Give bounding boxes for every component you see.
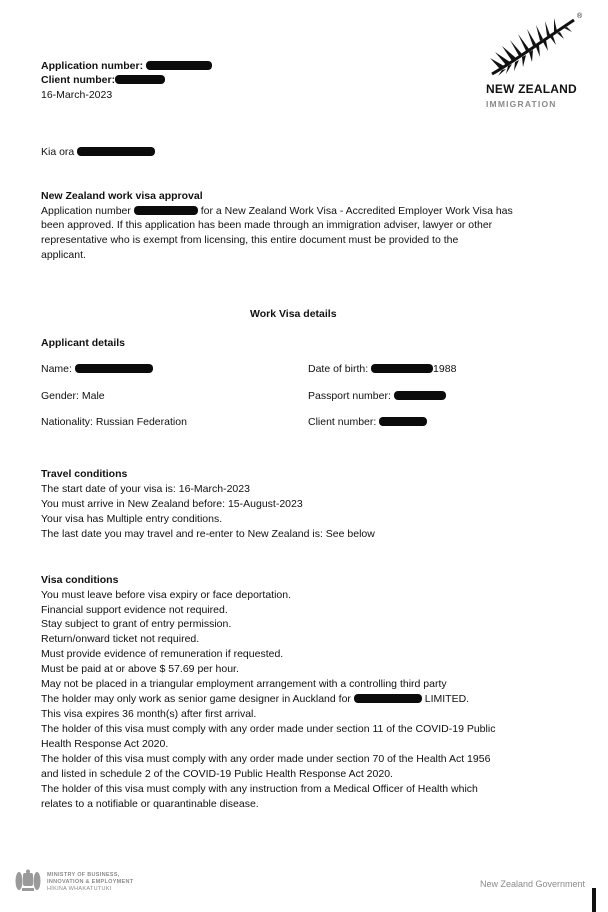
redacted-client [379,417,427,426]
redacted-application-number [146,61,212,70]
logo-main-text: NEW ZEALAND [486,82,577,96]
travel-line: The last date you may travel and re-enter to New Zealand is: See below [41,528,375,540]
applicant-passport [308,389,446,404]
condition-work-line [41,692,469,707]
redacted-dob [371,364,433,373]
work-suffix: LIMITED. [424,693,470,705]
approval-line-4: applicant. [41,249,86,261]
condition-line: The holder of this visa must comply with any order made under section 11 of the COVID-19 Public [41,723,496,735]
travel-line: The start date of your visa is: 16-March-2023 [41,483,250,495]
coat-of-arms-icon [14,869,42,893]
ministry-line-2: INNOVATION & EMPLOYMENT [47,879,134,885]
condition-line: May not be placed in a triangular employment arrangement with a controlling third party [41,678,447,690]
condition-line: The holder of this visa must comply with any order made under section 70 of the Health Act 1956 [41,753,491,765]
greeting-text: Kia ora [41,146,75,158]
condition-line: The holder of this visa must comply with any instruction from a Medical Officer of Health which [41,783,478,795]
redacted-passport [394,391,446,400]
page-edge-mark [592,888,596,912]
registered-mark: ® [577,13,583,20]
client-number-line [41,73,165,88]
approval-line-1-suffix: for a New Zealand Work Visa - Accredited Employer Work Visa has [200,205,513,217]
condition-line: and listed in schedule 2 of the COVID-19 Public Health Response Act 2020. [41,768,393,780]
condition-line: Stay subject to grant of entry permission. [41,618,232,630]
details-title: Work Visa details [250,308,337,320]
applicant-title: Applicant details [41,337,126,349]
passport-label: Passport number: [308,390,391,402]
applicant-nationality: Nationality: Russian Federation [41,416,187,428]
approval-line-2: been approved. If this application has been made through an immigration adviser, lawyer or other [41,219,493,231]
condition-line: This visa expires 36 month(s) after first arrival. [41,708,257,720]
applicant-gender: Gender: Male [41,390,105,402]
ministry-line-3: HĪKINA WHAKATUTUKI [47,886,112,892]
dob-year: 1988 [433,363,457,375]
redacted-name [75,364,153,373]
client-label: Client number: [308,416,377,428]
redacted-employer [354,694,422,703]
approval-title: New Zealand work visa approval [41,190,203,202]
approval-line-1-prefix: Application number [41,205,131,217]
condition-line: Return/onward ticket not required. [41,633,200,645]
condition-line: Must be paid at or above $ 57.69 per hour. [41,663,239,675]
application-number-line [41,59,212,74]
condition-line: relates to a notifiable or quarantinable disease. [41,798,259,810]
client-number-label: Client number: [41,74,116,86]
approval-line-3: representative who is exempt from licensing, this entire document must be provided to the [41,234,459,246]
applicant-client [308,415,427,430]
approval-line-1 [41,204,513,219]
applicant-name [41,362,153,377]
logo-sub-text: IMMIGRATION [486,99,557,109]
redacted-client-number [115,75,165,84]
condition-line: Financial support evidence not required. [41,604,228,616]
condition-line: Must provide evidence of remuneration if requested. [41,648,284,660]
travel-line: Your visa has Multiple entry conditions. [41,513,223,525]
conditions-title: Visa conditions [41,574,119,586]
ministry-line-1: MINISTRY OF BUSINESS, [47,872,120,878]
travel-line: You must arrive in New Zealand before: 15-August-2023 [41,498,303,510]
letter-date: 16-March-2023 [41,89,113,101]
dob-label: Date of birth: [308,363,369,375]
nz-government-mark: New Zealand Government [480,879,586,889]
condition-line: Health Response Act 2020. [41,738,169,750]
applicant-dob [308,362,456,377]
condition-line: You must leave before visa expiry or face deportation. [41,589,292,601]
nz-immigration-logo [488,14,582,110]
greeting [41,145,155,160]
application-number-label: Application number: [41,60,144,72]
redacted-application-number-body [134,206,198,215]
fern-icon [488,14,582,76]
name-label: Name: [41,363,72,375]
work-prefix: The holder may only work as senior game designer in Auckland for [41,693,351,705]
travel-title: Travel conditions [41,468,128,480]
redacted-client-name [77,147,155,156]
